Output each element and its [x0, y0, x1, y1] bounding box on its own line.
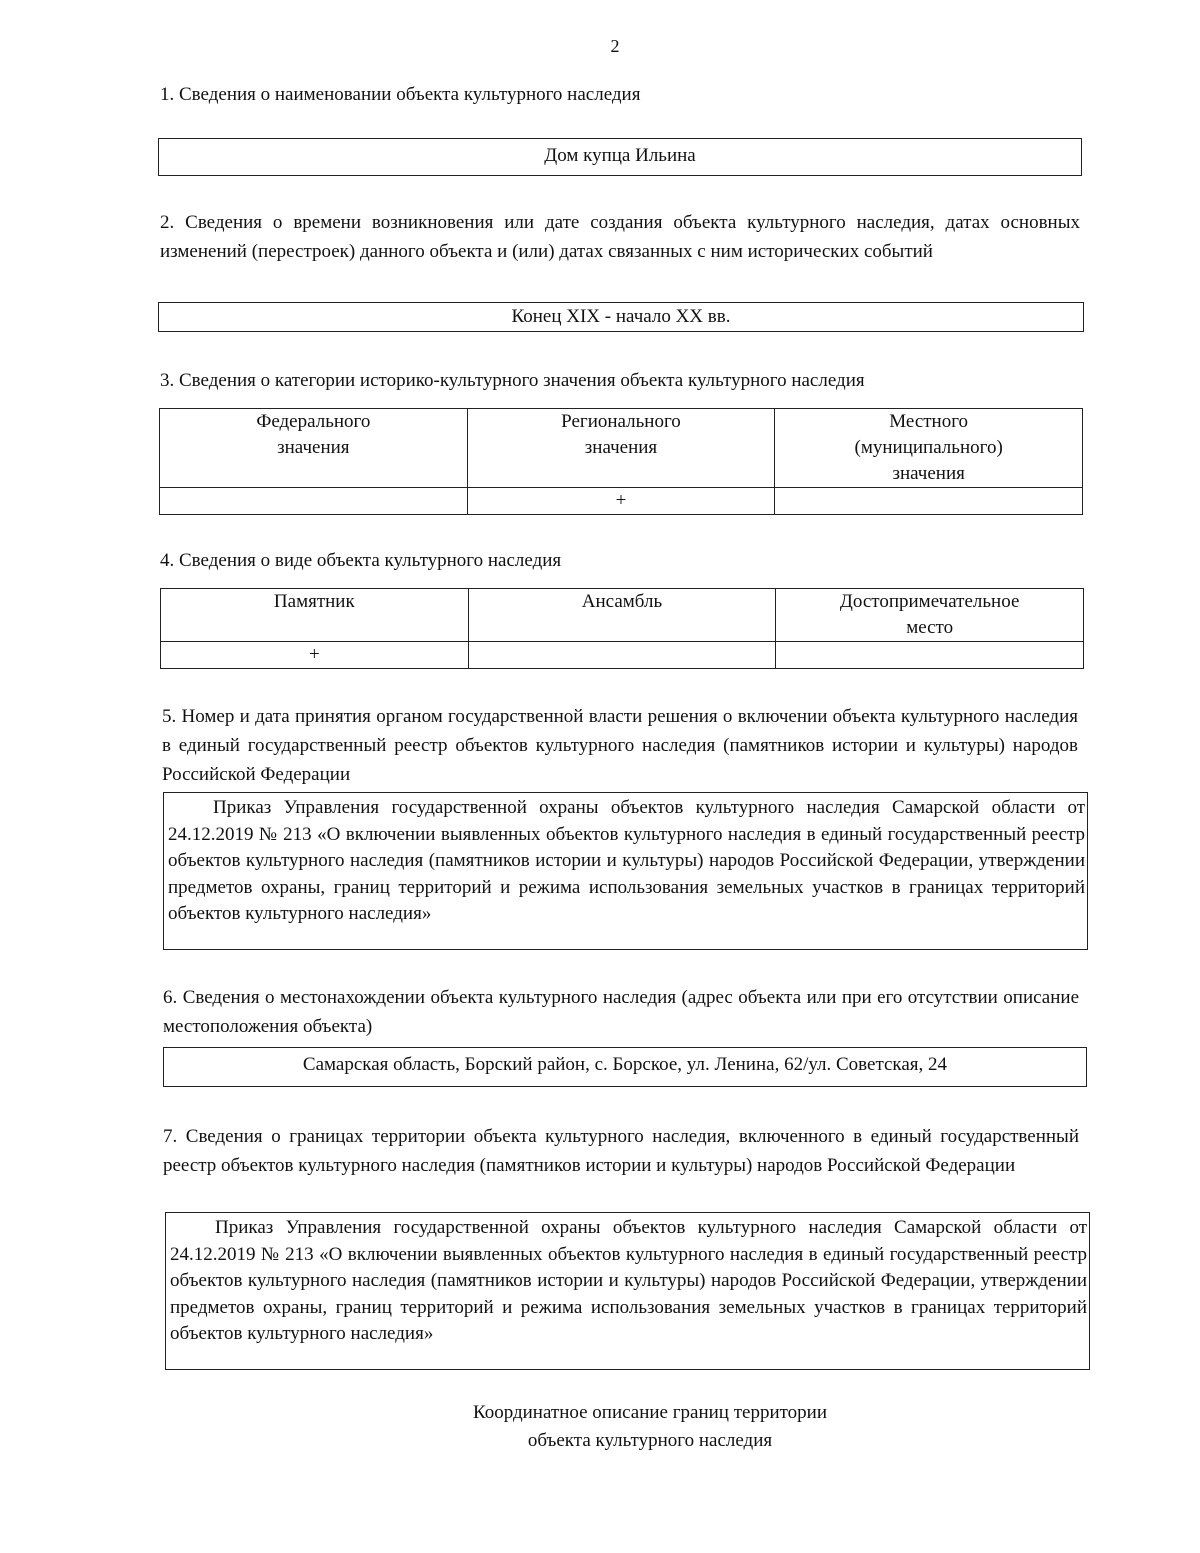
address-box [163, 1047, 1087, 1087]
section-4-heading: 4. Сведения о виде объекта культурного наследия [160, 550, 562, 571]
category-regional-mark: + [467, 488, 775, 515]
object-name: Дом купца Ильина [544, 145, 696, 166]
registry-decision-box [163, 792, 1088, 950]
category-federal-mark [160, 488, 468, 515]
page-number: 2 [610, 36, 620, 56]
type-ensemble-header: Ансамбль [468, 589, 776, 642]
category-local-header: Местного (муниципального) значения [775, 409, 1083, 488]
type-landmark-mark [776, 642, 1084, 669]
category-table [159, 408, 1083, 515]
date-box [158, 302, 1084, 332]
territory-boundaries-text: Приказ Управления государственной охраны объектов культурного наследия Самарской области от 24.12.2019 № 213 «О включении выявленных объектов культурного наследия в единый государственный реестр объектов культурного наследия (памятников истории и культуры) народов Российской Федерации, утверждении предметов охраны, границ территорий и режима использования земельных участков в границах территорий объектов культурного наследия» [170, 1217, 1087, 1344]
category-federal-header: Федерального значения [160, 409, 468, 488]
category-regional-header: Регионального значения [467, 409, 775, 488]
type-monument-mark: + [161, 642, 469, 669]
type-landmark-header: Достопримечательное место [776, 589, 1084, 642]
registry-decision-text: Приказ Управления государственной охраны объектов культурного наследия Самарской области от 24.12.2019 № 213 «О включении выявленных объектов культурного наследия в единый государственный реестр объектов культурного наследия (памятников истории и культуры) народов Российской Федерации, утверждении предметов охраны, границ территорий и режима использования земельных участков в границах территорий объектов культурного наследия» [168, 797, 1085, 924]
coordinates-title-line-1: Координатное описание границ территории [472, 1402, 828, 1423]
section-3-heading: 3. Сведения о категории историко-культурного значения объекта культурного наследия [160, 370, 865, 391]
object-address: Самарская область, Борский район, с. Борское, ул. Ленина, 62/ул. Советская, 24 [302, 1054, 948, 1075]
section-7-heading: 7. Сведения о границах территории объекта культурного наследия, включенного в единый государственный реестр объектов культурного наследия (памятников истории и культуры) народов Российской Федерации [163, 1126, 1079, 1176]
section-5-heading: 5. Номер и дата принятия органом государственной власти решения о включении объекта культурного наследия в единый государственный реестр объектов культурного наследия (памятников истории и культуры) народов Российской Федерации [162, 706, 1078, 785]
creation-date: Конец XIX - начало XX вв. [511, 306, 731, 327]
section-1-heading: 1. Сведения о наименовании объекта культурного наследия [160, 84, 641, 105]
object-name-box [158, 138, 1082, 176]
type-monument-header: Памятник [161, 589, 469, 642]
category-local-mark [775, 488, 1083, 515]
section-6-heading: 6. Сведения о местонахождении объекта культурного наследия (адрес объекта или при его отсутствии описание местоположения объекта) [163, 987, 1079, 1037]
coordinates-title-line-2: объекта культурного наследия [527, 1430, 773, 1451]
section-2-heading: 2. Сведения о времени возникновения или дате создания объекта культурного наследия, датах основных изменений (перестроек) данного объекта и (или) датах связанных с ним исторических событий [160, 212, 1080, 262]
territory-boundaries-box [165, 1212, 1090, 1370]
type-table [160, 588, 1084, 669]
type-ensemble-mark [468, 642, 776, 669]
